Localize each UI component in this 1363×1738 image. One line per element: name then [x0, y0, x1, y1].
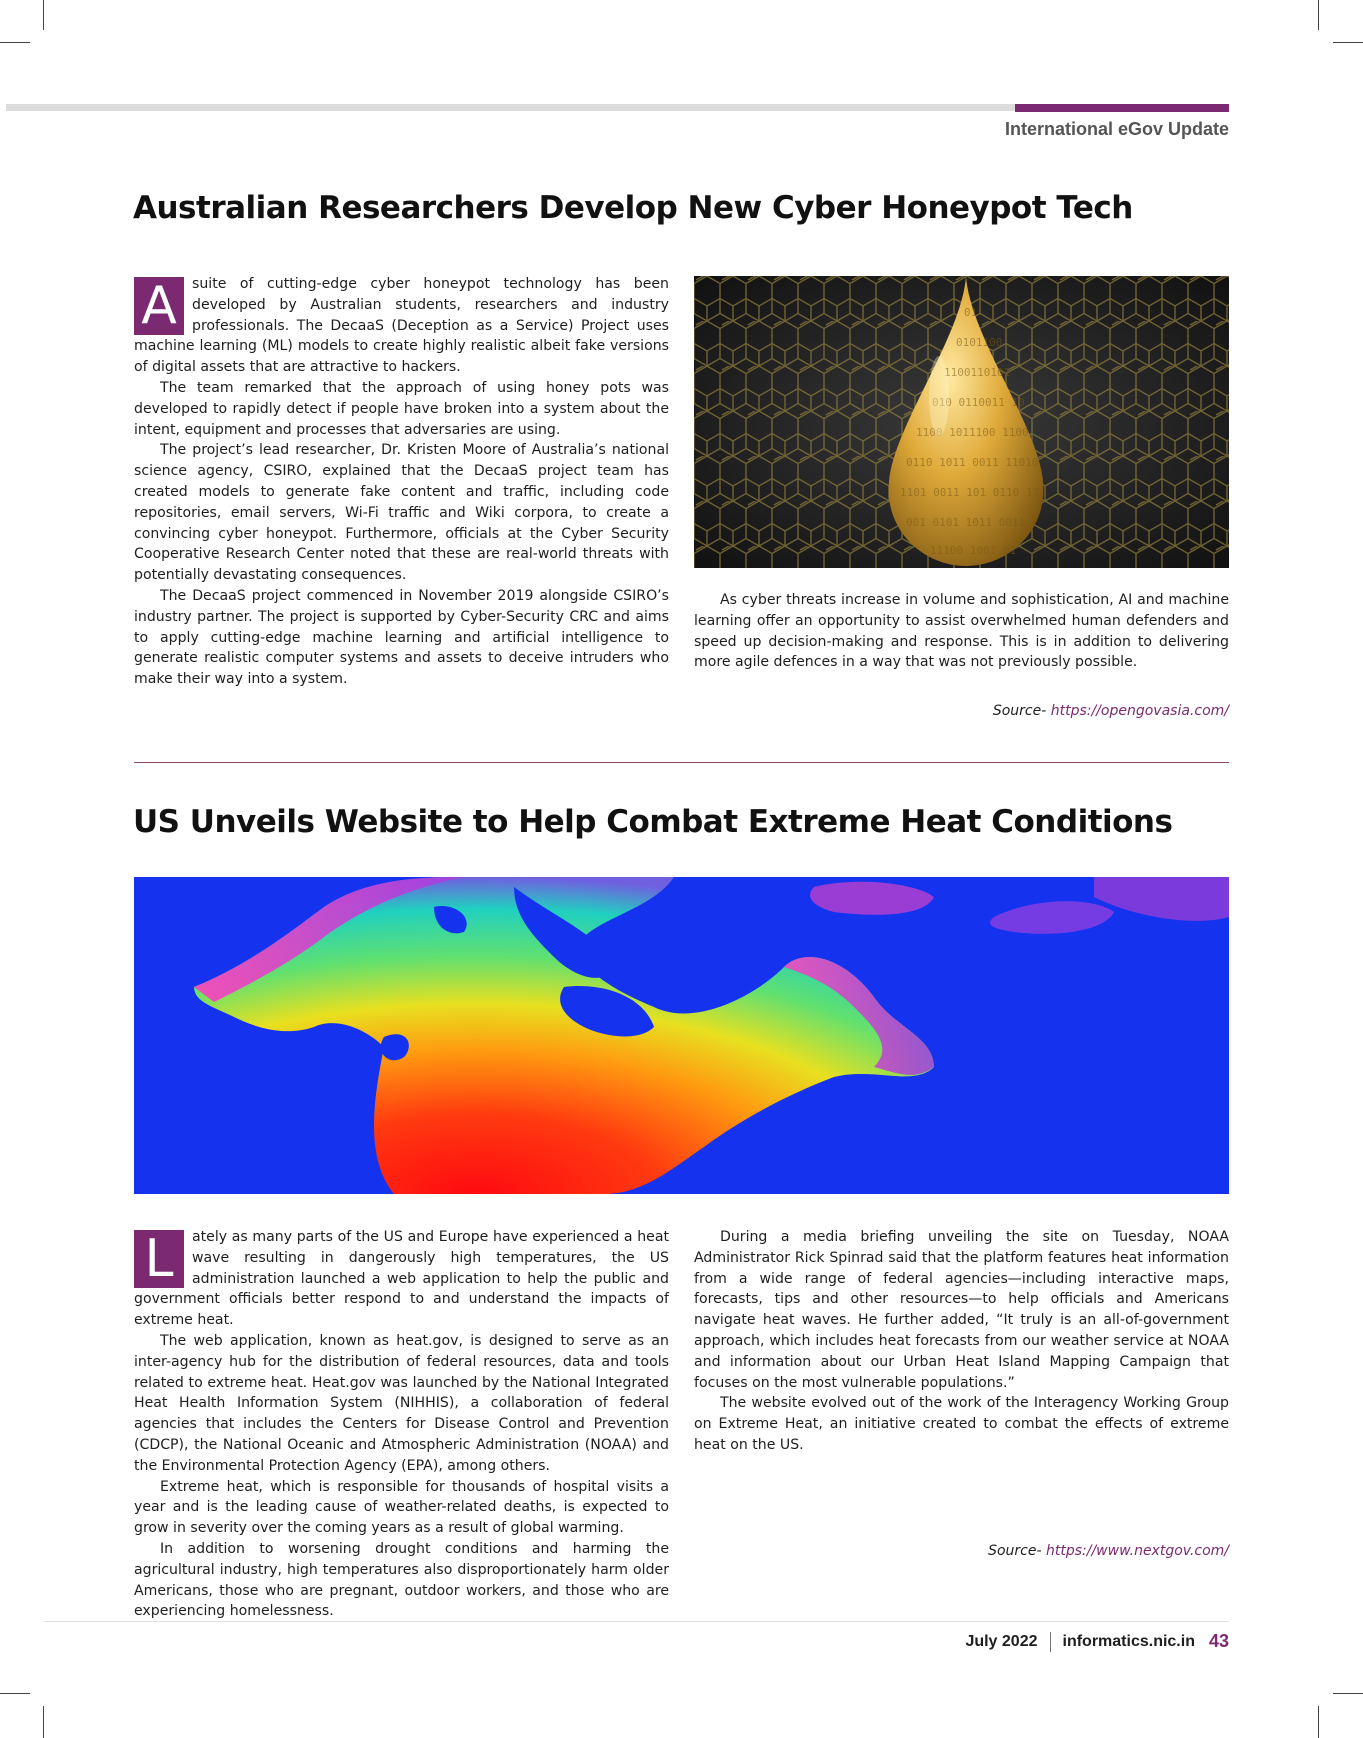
- source-prefix: Source-: [988, 1543, 1046, 1559]
- article2-paragraph: ately as many parts of the US and Europe have experienced a heat wave resulting in dangerously high temperatures, the US administration launched a web application to help the public and government officials better respond to and understand the impacts of extreme heat.: [134, 1229, 669, 1329]
- page-footer: [965, 1631, 1229, 1652]
- article1-paragraph: As cyber threats increase in volume and sophistication, AI and machine learning offer an opportunity to assist overwhelmed human defenders and speed up decision-making and response. This is in addition to delivering more agile defences in a way that was not previously possible.: [694, 592, 1229, 671]
- article1-title: Australian Researchers Develop New Cyber Honeypot Tech: [133, 190, 1133, 226]
- section-label: International eGov Update: [1004, 119, 1229, 139]
- crop-mark: [0, 1693, 30, 1694]
- article2-body-left: [134, 1227, 669, 1622]
- article2-paragraph: The website evolved out of the work of the Interagency Working Group on Extreme Heat, an initiative created to combat the effects of extreme heat on the US.: [694, 1395, 1229, 1453]
- svg-text:0101100: 0101100: [956, 336, 1003, 349]
- article-divider: [134, 762, 1229, 763]
- footer-date: July 2022: [965, 1632, 1038, 1650]
- header-accent-rule: [1015, 104, 1229, 112]
- article1-paragraph: The DecaaS project commenced in November 2019 alongside CSIRO’s industry partner. The project is supported by Cyber-Security CRC and aims to apply cutting-edge machine learning and artificial intelligence to generate realistic computer systems and assets to deceive intruders who make their way into a system.: [134, 587, 669, 688]
- article1-body-left: [134, 274, 669, 690]
- article1-body-right: [694, 590, 1229, 673]
- crop-mark: [1318, 0, 1319, 30]
- svg-text:01: 01: [964, 306, 978, 319]
- article1-paragraph: The team remarked that the approach of using honey pots was developed to rapidly detect if people have broken into a system about the intent, equipment and processes that adversaries are using.: [134, 379, 669, 438]
- article1-paragraph: The project’s lead researcher, Dr. Kristen Moore of Australia’s national science agency, CSIRO, explained that the DecaaS project team has created models to generate fake content and traffic, including code repositories, email servers, Wi-Fi traffic and Wiki corpora, to create a convincing cyber honeypot. Furthermore, officials at the Cyber Security Cooperative Research Center noted that these are real-world threats with potentially devastating consequences.: [134, 442, 669, 584]
- article1-paragraph: suite of cutting-edge cyber honeypot technology has been developed by Australian students, researchers and industry professionals. The DecaaS (Deception as a Service) Project uses machine learning (ML) models to create highly realistic albeit fake versions of digital assets that are attractive to hackers.: [134, 276, 669, 376]
- svg-text:010 0110011 10: 010 0110011 10: [932, 396, 1025, 409]
- article1-dropcap: A: [134, 277, 184, 335]
- article1-source-link[interactable]: https://opengovasia.com/: [1050, 703, 1229, 719]
- source-prefix: Source-: [992, 703, 1051, 719]
- article2-source: [988, 1543, 1229, 1559]
- header-rule: [6, 104, 1015, 111]
- svg-text:1100 1011100 1100: 1100 1011100 1100: [916, 426, 1029, 439]
- article2-dropcap: L: [134, 1230, 184, 1288]
- crop-mark: [1333, 1693, 1363, 1694]
- article2-title: US Unveils Website to Help Combat Extreme Heat Conditions: [133, 804, 1173, 840]
- svg-text:1101 0011 101 0110 11: 1101 0011 101 0110 11: [900, 486, 1040, 499]
- footer-separator: [1050, 1632, 1051, 1652]
- article2-paragraph: The web application, known as heat.gov, is designed to serve as an inter-agency hub for the distribution of federal resources, data and tools related to extreme heat. Heat.gov was launched by the National Integrated Heat Health Information System (NIHHIS), a collaboration of federal agencies that includes the Centers for Disease Control and Prevention (CDCP), the National Oceanic and Atmospheric Administration (NOAA) and the Environmental Protection Agency (EPA), among others.: [134, 1332, 669, 1474]
- article2-paragraph: Extreme heat, which is responsible for thousands of hospital visits a year and is the leading cause of weather-related deaths, is expected to grow in severity over the coming years as a result of global warming.: [134, 1478, 669, 1537]
- article2-paragraph: During a media briefing unveiling the site on Tuesday, NOAA Administrator Rick Spinrad said that the platform features heat information from a wide range of federal agencies—including interactive maps, forecasts, tips and other resources—to help officials and Americans navigate heat waves. He further added, “It truly is an all-of-government approach, which includes heat forecasts from our weather service at NOAA and information about our Urban Heat Island Mapping Campaign that focuses on the most vulnerable populations.”: [694, 1229, 1229, 1391]
- crop-mark: [43, 1706, 44, 1738]
- svg-text:0110 1011 0011 11010: 0110 1011 0011 11010: [906, 456, 1039, 469]
- footer-site: informatics.nic.in: [1062, 1632, 1195, 1650]
- crop-mark: [1318, 1706, 1319, 1738]
- crop-mark: [43, 0, 44, 30]
- article2-paragraph: In addition to worsening drought conditions and harming the agricultural industry, high temperatures also disproportionately harm older Americans, those who are pregnant, outdoor workers, and those who are experiencing homelessness.: [134, 1540, 669, 1620]
- heat-map-image: [134, 877, 1229, 1194]
- svg-text:001 0101 1011 0011: 001 0101 1011 0011: [906, 516, 1026, 529]
- svg-text:11100 1001 01: 11100 1001 01: [930, 544, 1017, 557]
- honeypot-drop-image: [694, 276, 1229, 568]
- page-number: 43: [1208, 1631, 1229, 1651]
- crop-mark: [0, 42, 30, 43]
- article2-body-right: [694, 1227, 1229, 1456]
- article1-source: [993, 703, 1229, 719]
- crop-mark: [1333, 42, 1363, 43]
- svg-text:1100110101: 1100110101: [944, 366, 1011, 379]
- footer-rule: [44, 1621, 1229, 1622]
- article2-source-link[interactable]: https://www.nextgov.com/: [1045, 1543, 1229, 1559]
